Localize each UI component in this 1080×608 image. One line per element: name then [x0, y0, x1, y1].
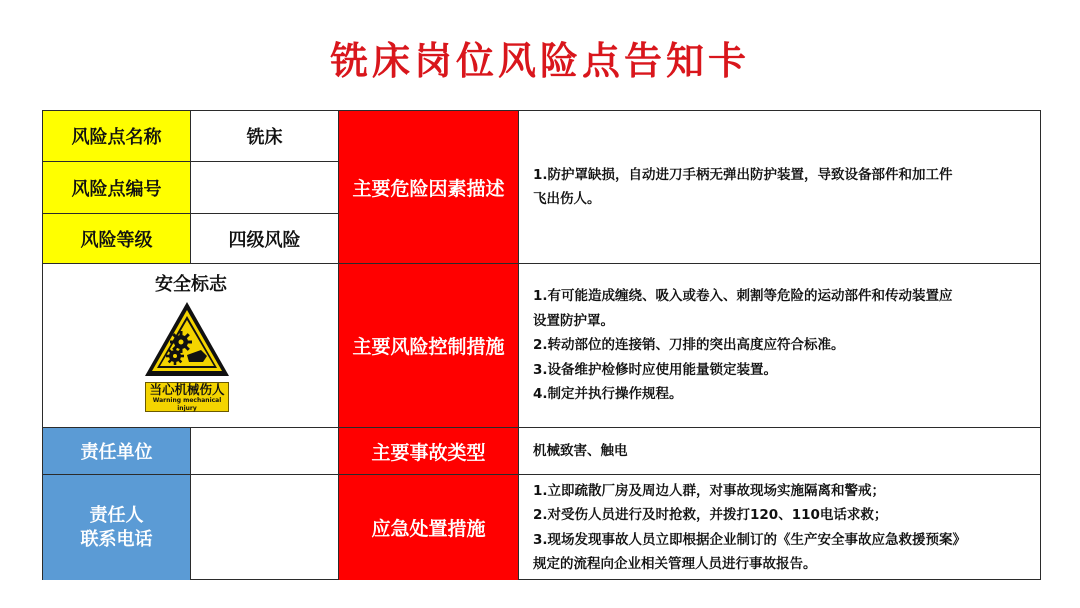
risk-control-label: 主要风险控制措施: [339, 264, 519, 428]
control-line: 设置防护罩。: [533, 312, 614, 329]
mechanical-hazard-warning-icon: [143, 300, 231, 378]
responsible-unit-label: 责任单位: [43, 428, 191, 475]
accident-type-value: 机械致害、触电: [533, 442, 628, 459]
safety-sign-block: [43, 264, 339, 428]
emergency-measures-lines: [533, 479, 966, 577]
risk-control-lines: [533, 284, 953, 407]
risk-control-content: [519, 264, 1040, 428]
warning-caption-en: Warning mechanical injury: [152, 396, 222, 412]
risk-point-code-value: [191, 162, 339, 214]
hazard-line: 1.防护罩缺损，自动进刀手柄无弹出防护装置，导致设备部件和加工件: [533, 166, 953, 183]
responsible-person-value: [191, 475, 339, 580]
responsible-person-label: [43, 475, 191, 580]
emergency-measures-content: [519, 475, 1040, 580]
risk-point-code-label: 风险点编号: [43, 162, 191, 214]
emergency-measures-label: 应急处置措施: [339, 475, 519, 580]
control-line: 2.转动部位的连接销、刀排的突出高度应符合标准。: [533, 337, 845, 354]
warning-caption-cn: 当心机械伤人: [149, 381, 225, 397]
hazard-line: 飞出伤人。: [533, 191, 601, 207]
risk-point-name-label: 风险点名称: [43, 111, 191, 162]
control-line: 3.设备维护检修时应使用能量锁定装置。: [533, 361, 778, 378]
risk-level-value: 四级风险: [191, 214, 339, 264]
risk-notice-card: [42, 110, 1041, 580]
accident-type-label: 主要事故类型: [339, 428, 519, 475]
responsible-unit-value: [191, 428, 339, 475]
hazard-description-lines: [533, 163, 953, 212]
warning-caption: [145, 382, 229, 412]
control-line: 4.制定并执行操作规程。: [533, 386, 683, 403]
page-title: 铣床岗位风险点告知卡: [329, 39, 750, 83]
emergency-line: 规定的流程向企业相关管理人员进行事故报告。: [533, 556, 817, 572]
emergency-line: 1.立即疏散厂房及周边人群，对事故现场实施隔离和警戒；: [533, 482, 886, 499]
accident-type-content: [519, 428, 1040, 475]
hazard-description-content: [519, 111, 1040, 264]
emergency-line: 3.现场发现事故人员立即根据企业制订的《生产安全事故应急救援预案》: [533, 531, 967, 548]
hazard-description-label: 主要危险因素描述: [339, 111, 519, 264]
risk-level-label: 风险等级: [43, 214, 191, 264]
emergency-line: 2.对受伤人员进行及时抢救，并拨打120、110电话求救；: [533, 507, 888, 523]
safety-sign-label: 安全标志: [155, 274, 227, 295]
responsible-person-label-line2: 联系电话: [80, 528, 153, 550]
risk-point-name-value: 铣床: [191, 111, 339, 162]
responsible-person-label-line1: 责任人: [89, 504, 144, 526]
control-line: 1.有可能造成缠绕、吸入或卷入、刺割等危险的运动部件和传动装置应: [533, 288, 953, 305]
